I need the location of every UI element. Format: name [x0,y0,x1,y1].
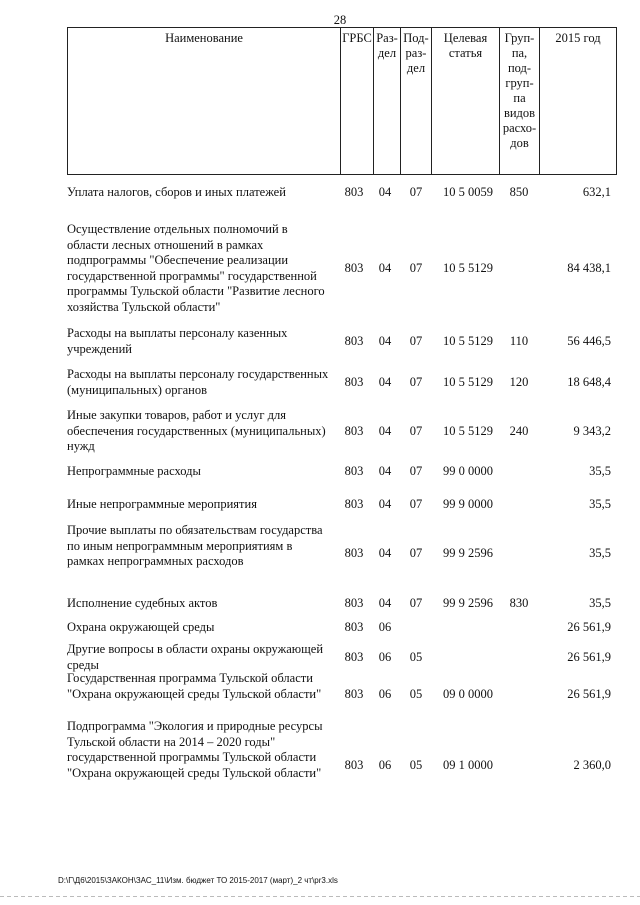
cell-group: 240 [509,423,529,438]
cell-group: 850 [509,185,529,199]
cell-amount: 2 360,0 [573,757,611,772]
cell-podrazdel: 05 [409,686,423,701]
table-header [67,27,617,175]
cell-name: Охрана окружающей среды [67,620,215,634]
table-row [67,523,617,585]
cell-amount: 9 343,2 [573,423,611,438]
cell-grbs: 803 [344,185,364,199]
cell-grbs: 803 [344,686,364,701]
cell-amount: 26 561,9 [567,620,611,634]
cell-target: 10 5 5129 [443,374,493,389]
cell-razdel: 04 [378,546,392,561]
header-target: Целевая статья [431,28,499,174]
cell-name: Непрограммные расходы [67,464,201,478]
cell-podrazdel: 07 [409,596,423,610]
cell-target: 10 5 5129 [443,423,493,438]
cell-amount: 35,5 [589,546,611,561]
table-row [67,222,617,315]
cell-name: Иные закупки товаров, работ и услуг для обеспечения государственных (муниципальных) нужд [67,408,326,453]
table-row [67,367,617,398]
cell-grbs: 803 [344,620,364,634]
cell-name: Другие вопросы в области охраны окружающей среды [67,642,324,672]
cell-name: Расходы на выплаты персоналу государственных (муниципальных) органов [67,367,329,397]
cell-target: 99 9 2596 [443,546,493,561]
cell-razdel: 04 [378,260,392,275]
cell-grbs: 803 [344,260,364,275]
cell-name: Осуществление отдельных полномочий в области лесных отношений в рамках подпрограммы "Обеспечение реализации государственной программы" государственной программы Тульской области "Развитие лесного хозяйства Тульской области" [67,222,325,314]
cell-amount: 632,1 [582,185,611,199]
cell-target: 10 5 5129 [443,333,493,348]
cell-podrazdel: 05 [409,757,423,772]
table-row [67,620,617,636]
cell-podrazdel: 05 [409,649,423,664]
table-row [67,497,617,513]
cell-target: 99 9 0000 [443,497,493,511]
cell-grbs: 803 [344,546,364,561]
cell-group: 830 [509,596,529,610]
cell-razdel: 06 [378,620,392,634]
cell-grbs: 803 [344,596,364,610]
cell-name: Уплата налогов, сборов и иных платежей [67,185,286,199]
cell-razdel: 04 [378,333,392,348]
cell-podrazdel: 07 [409,497,423,511]
cell-amount: 26 561,9 [567,649,611,664]
file-path-footer: D:\Г\Д6\2015\ЗАКОН\ЗАС_11\Изм. бюджет ТО 2015-2017 (март)_2 чт\pr3.xls [58,876,338,885]
table-row [67,596,617,612]
cell-podrazdel: 07 [409,464,423,478]
cell-target: 99 0 0000 [443,464,493,478]
cell-name: Иные непрограммные мероприятия [67,497,257,511]
header-name: Наименование [165,31,243,45]
table-row [67,719,617,812]
cell-amount: 56 446,5 [567,333,611,348]
cell-amount: 35,5 [589,596,611,610]
cell-target: 10 5 5129 [443,260,493,275]
cell-name: Прочие выплаты по обязательствам государства по иным непрограммным мероприятиям в рамках непрограммных расходов [67,523,323,568]
table-row [67,464,617,480]
cell-amount: 35,5 [589,464,611,478]
cell-target: 09 0 0000 [443,686,493,701]
cell-grbs: 803 [344,497,364,511]
table-row [67,671,617,718]
header-podrazdel: Под- раз- дел [400,28,431,174]
cell-podrazdel: 07 [409,185,423,199]
table-row [67,185,617,201]
header-group: Груп- па, под- груп- па видов расхо- дов [499,28,539,174]
cell-amount: 26 561,9 [567,686,611,701]
cell-target: 99 9 2596 [443,596,493,610]
cell-name: Расходы на выплаты персоналу казенных учреждений [67,326,288,356]
table-row [67,326,617,357]
cell-target: 09 1 0000 [443,757,493,772]
cell-amount: 35,5 [589,497,611,511]
cell-podrazdel: 07 [409,374,423,389]
cell-razdel: 04 [378,374,392,389]
cell-group: 120 [509,374,529,389]
cell-grbs: 803 [344,423,364,438]
cell-podrazdel: 07 [409,546,423,561]
header-razdel: Раз- дел [373,28,400,174]
header-grbs: ГРБС [340,28,373,174]
page-number: 28 [333,13,347,27]
table-row [67,408,617,455]
cell-group: 110 [509,333,529,348]
cell-grbs: 803 [344,757,364,772]
cell-name: Исполнение судебных актов [67,596,218,610]
cell-amount: 18 648,4 [567,374,611,389]
cell-name: Государственная программа Тульской области "Охрана окружающей среды Тульской области" [67,671,322,701]
cell-podrazdel: 07 [409,260,423,275]
cell-razdel: 06 [378,686,392,701]
cell-name: Подпрограмма "Экология и природные ресурсы Тульской области на 2014 – 2020 годы" государственной программы Тульской области "Охрана окружающей среды Тульской области" [67,719,323,780]
cell-razdel: 04 [378,185,392,199]
cell-amount: 84 438,1 [567,260,611,275]
cell-grbs: 803 [344,649,364,664]
scan-artifact-line [0,896,640,897]
cell-target: 10 5 0059 [443,185,493,199]
cell-razdel: 04 [378,596,392,610]
cell-podrazdel: 07 [409,333,423,348]
cell-razdel: 06 [378,757,392,772]
table-row [67,642,617,673]
cell-grbs: 803 [344,333,364,348]
cell-podrazdel: 07 [409,423,423,438]
cell-grbs: 803 [344,374,364,389]
cell-razdel: 04 [378,497,392,511]
cell-grbs: 803 [344,464,364,478]
cell-razdel: 06 [378,649,392,664]
header-year: 2015 год [539,28,616,174]
cell-razdel: 04 [378,423,392,438]
cell-razdel: 04 [378,464,392,478]
